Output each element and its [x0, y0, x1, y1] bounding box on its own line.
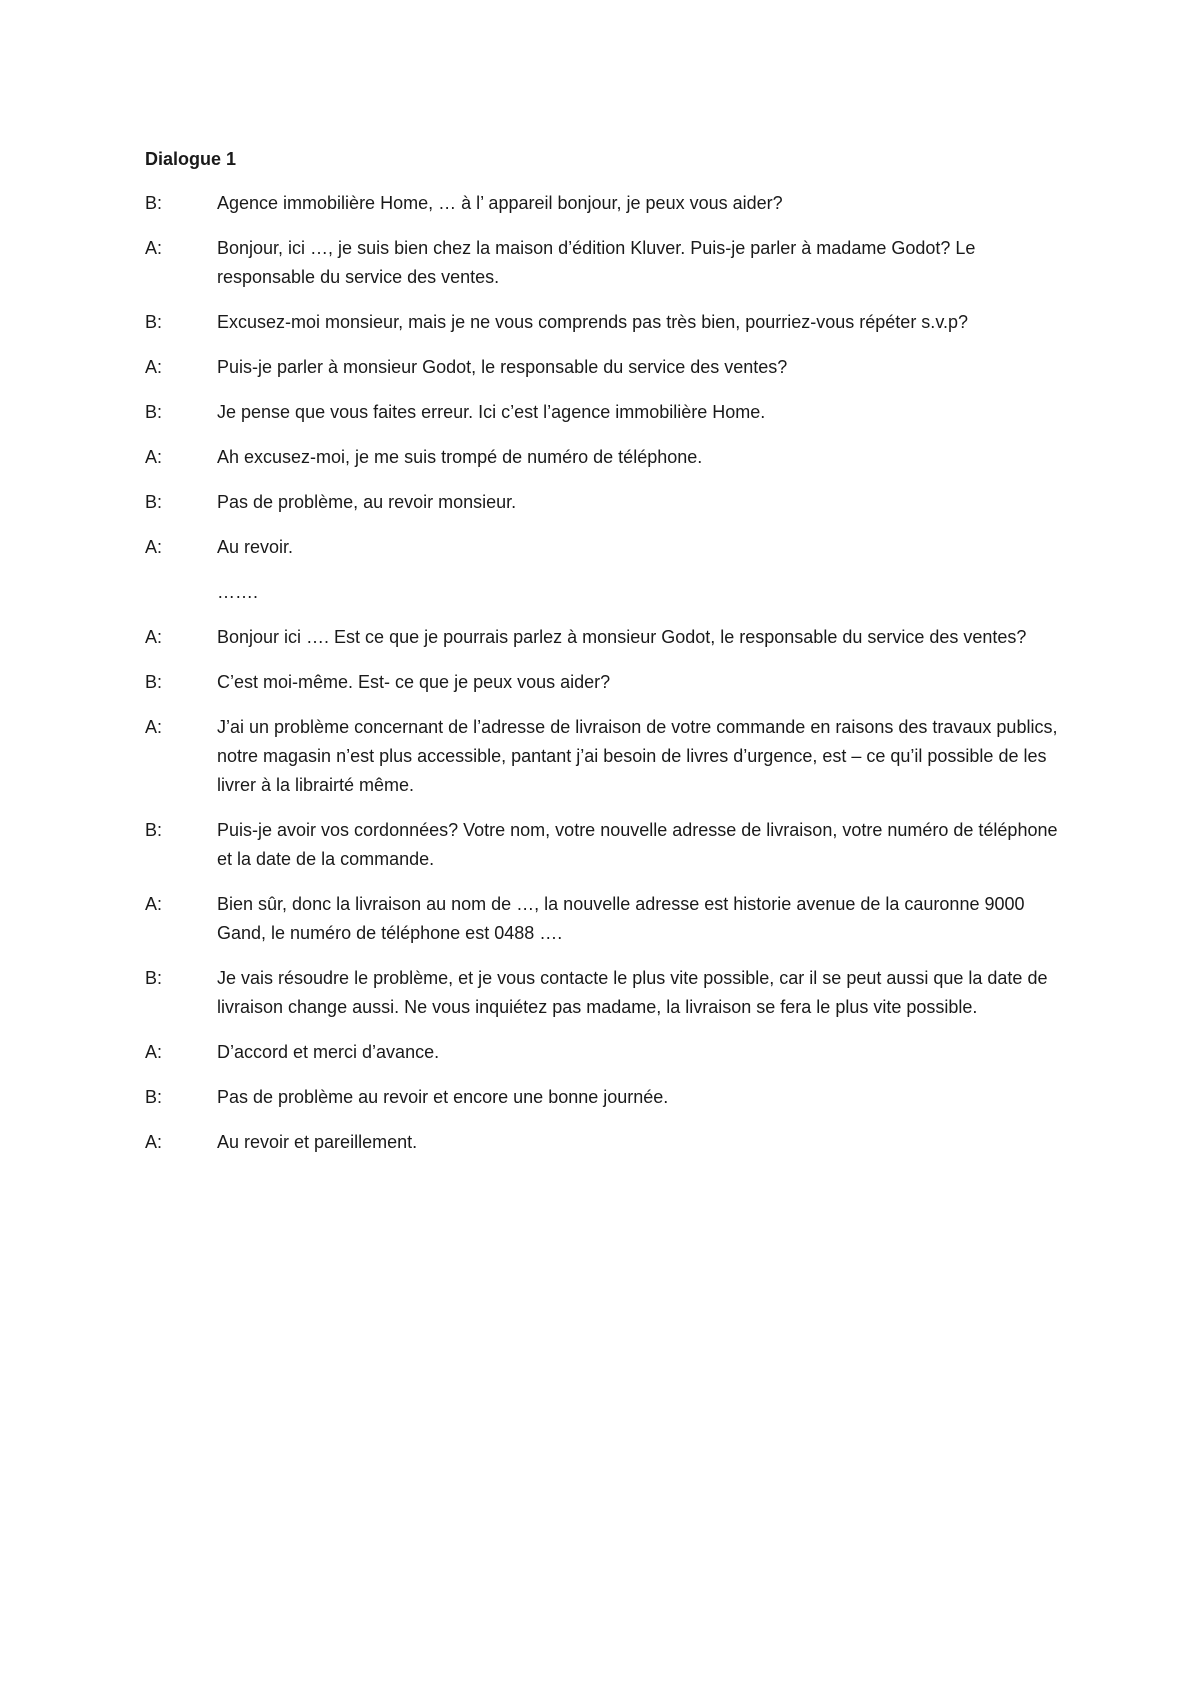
speaker-label: B: [145, 1087, 163, 1107]
dialogue-text: Puis-je avoir vos cordonnées? Votre nom, votre nouvelle adresse de livraison, votre numéro de téléphone et la date de la commande. [217, 820, 1058, 869]
dialogue-text: Agence immobilière Home, … à l’ appareil bonjour, je peux vous aider? [217, 193, 783, 213]
speaker-label: B: [145, 312, 163, 332]
speaker-label: B: [145, 672, 163, 692]
speaker-label [145, 578, 217, 607]
speaker-label: B: [145, 820, 163, 840]
dialogue-line [145, 578, 1070, 607]
dialogue-line [145, 189, 1070, 218]
speaker-label: A: [145, 447, 163, 467]
dialogue-text: Ah excusez-moi, je me suis trompé de numéro de téléphone. [217, 447, 703, 467]
speaker-label: A: [145, 537, 163, 557]
speaker-label: A: [145, 1042, 163, 1062]
dialogue-line [145, 533, 1070, 562]
dialogue-text: Au revoir. [217, 537, 294, 557]
dialogue-line [145, 623, 1070, 652]
dialogue-separator: ……. [217, 582, 259, 602]
speaker-label: A: [145, 894, 163, 914]
dialogue-line [145, 816, 1070, 874]
speaker-label: B: [145, 193, 163, 213]
document-title: Dialogue 1 [145, 149, 237, 169]
dialogue-text: Je vais résoudre le problème, et je vous contacte le plus vite possible, car il se peut aussi que la date de livraison change aussi. Ne vous inquiétez pas madame, la livraison se fera le plus vite possible. [217, 968, 1048, 1017]
dialogue-text: Au revoir et pareillement. [217, 1132, 418, 1152]
dialogue-text: Je pense que vous faites erreur. Ici c’est l’agence immobilière Home. [217, 402, 766, 422]
dialogue-text: J’ai un problème concernant de l’adresse de livraison de votre commande en raisons des travaux publics, notre magasin n’est plus accessible, pantant j’ai besoin de livres d’urgence, est – ce qu’il possible de les livrer à la librairté même. [217, 717, 1058, 795]
speaker-label: A: [145, 238, 163, 258]
dialogue-line [145, 1083, 1070, 1112]
dialogue-text: Bien sûr, donc la livraison au nom de …, la nouvelle adresse est historie avenue de la cauronne 9000 Gand, le numéro de téléphone est 0488 …. [217, 894, 1025, 943]
speaker-label: B: [145, 492, 163, 512]
speaker-label: A: [145, 1132, 163, 1152]
dialogue-text: Excusez-moi monsieur, mais je ne vous comprends pas très bien, pourriez-vous répéter s.v.p? [217, 312, 968, 332]
dialogue-line [145, 1128, 1070, 1157]
dialogue-text: Bonjour, ici …, je suis bien chez la maison d’édition Kluver. Puis-je parler à madame Godot? Le responsable du service des ventes. [217, 238, 976, 287]
dialogue-text: Pas de problème au revoir et encore une bonne journée. [217, 1087, 669, 1107]
dialogue-line [145, 234, 1070, 292]
dialogue-text: Puis-je parler à monsieur Godot, le responsable du service des ventes? [217, 357, 788, 377]
dialogue-line [145, 443, 1070, 472]
dialogue-line [145, 890, 1070, 948]
dialogue-line [145, 488, 1070, 517]
dialogue-line [145, 713, 1070, 800]
dialogue-line [145, 398, 1070, 427]
speaker-label: A: [145, 717, 163, 737]
dialogue-line [145, 1038, 1070, 1067]
speaker-label: B: [145, 968, 163, 988]
dialogue-text: D’accord et merci d’avance. [217, 1042, 440, 1062]
dialogue-text: Pas de problème, au revoir monsieur. [217, 492, 517, 512]
dialogue-text: C’est moi-même. Est- ce que je peux vous aider? [217, 672, 611, 692]
speaker-label: B: [145, 402, 163, 422]
dialogue-line [145, 668, 1070, 697]
dialogue-line [145, 308, 1070, 337]
dialogue-line [145, 964, 1070, 1022]
speaker-label: A: [145, 357, 163, 377]
dialogue-line [145, 353, 1070, 382]
speaker-label: A: [145, 627, 163, 647]
dialogue-text: Bonjour ici …. Est ce que je pourrais parlez à monsieur Godot, le responsable du service des ventes? [217, 627, 1027, 647]
